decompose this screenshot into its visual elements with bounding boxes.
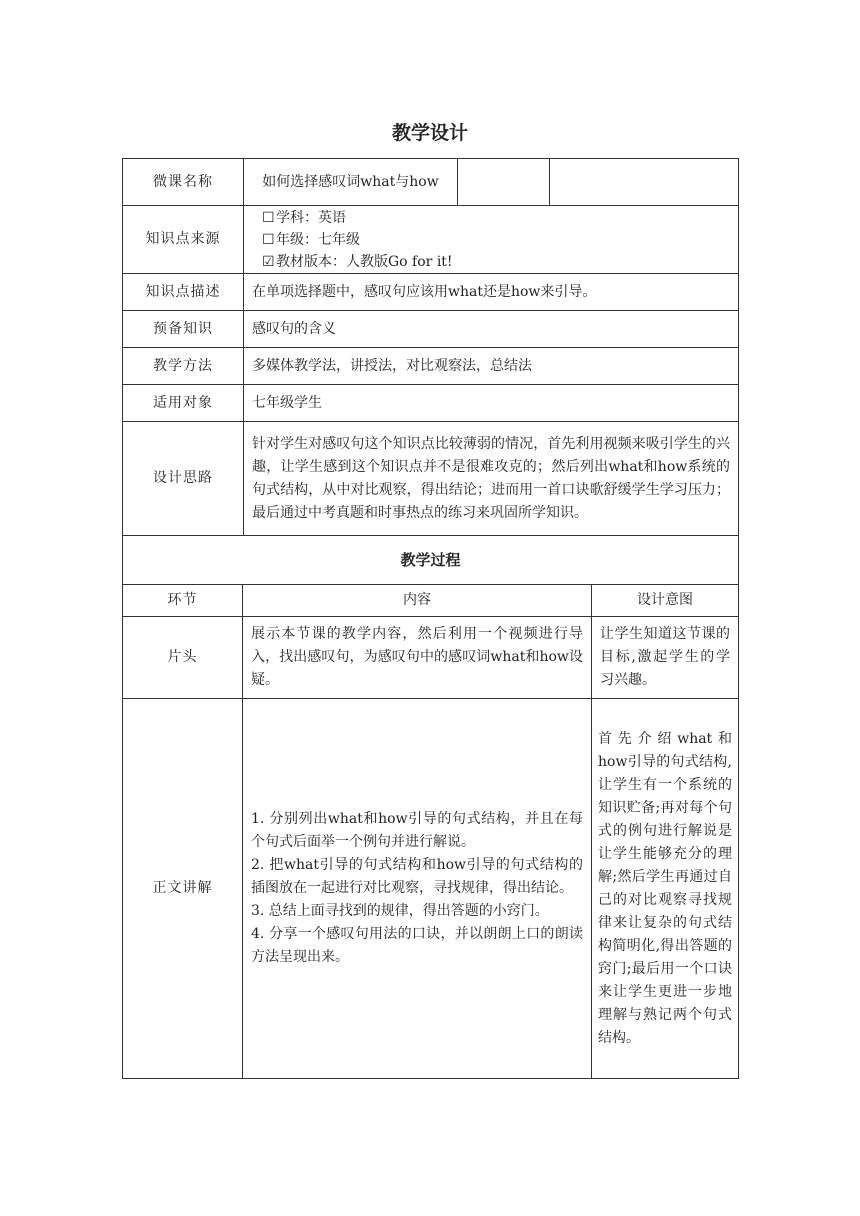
process-header-row [123, 585, 739, 617]
content-step: 1. 分别列出what和how引导的句式结构，并且在每个句式后面举一个例句并进行解说。 [251, 811, 583, 850]
design-table [122, 158, 739, 536]
source-list [244, 206, 739, 274]
audience-label: 适用对象 [123, 385, 244, 422]
intent-cell: 让学生知道这节课的目标,激起学生的学习兴趣。 [592, 617, 739, 699]
prereq-label: 预备知识 [123, 311, 244, 348]
method-row [123, 348, 739, 385]
prereq-row [123, 311, 739, 348]
header-intent: 设计意图 [592, 585, 739, 617]
stage-cell: 正文讲解 [123, 699, 243, 1079]
process-row-main [123, 699, 739, 1079]
process-title: 教学过程 [123, 536, 739, 585]
method-value: 多媒体教学法，讲授法，对比观察法，总结法 [244, 348, 739, 385]
idea-value: 针对学生对感叹句这个知识点比较薄弱的情况，首先利用视频来吸引学生的兴趣，让学生感到这个知识点并不是很难攻克的；然后列出what和how系统的句式结构，从中对比观察，得出结论；进而用一首口诀歌舒缓学生学习压力；最后通过中考真题和时事热点的练习来巩固所学知识。 [244, 422, 739, 536]
content-cell: 展示本节课的教学内容，然后利用一个视频进行导入，找出感叹句，为感叹句中的感叹词what和how设疑。 [243, 617, 592, 699]
audience-row [123, 385, 739, 422]
source-item-text: 教材版本：人教版Go for it! [276, 253, 453, 270]
source-item-grade [262, 229, 730, 251]
content-step: 2. 把what引导的句式结构和how引导的句式结构的插图放在一起进行对比观察，寻找规律，得出结论。 [251, 857, 583, 896]
source-item-text: 学科：英语 [276, 209, 346, 226]
process-row-opening [123, 617, 739, 699]
course-name-label: 微课名称 [123, 159, 244, 206]
source-item-text: 年级：七年级 [276, 231, 360, 248]
content-cell [243, 699, 592, 1079]
course-name-row [123, 159, 739, 206]
description-value: 在单项选择题中，感叹句应该用what还是how来引导。 [244, 274, 739, 311]
process-title-row [123, 536, 739, 585]
process-table [122, 535, 739, 1079]
empty-cell [458, 159, 550, 206]
checkbox-unchecked-icon: ☐ [262, 209, 275, 226]
source-item-textbook [262, 251, 730, 273]
content-step: 4. 分享一个感叹句用法的口诀，并以朗朗上口的朗读方法呈现出来。 [251, 926, 583, 965]
stage-cell: 片头 [123, 617, 243, 699]
header-stage: 环节 [123, 585, 243, 617]
source-label: 知识点来源 [123, 206, 244, 274]
checkbox-checked-icon: ☑ [262, 253, 275, 270]
method-label: 教学方法 [123, 348, 244, 385]
intent-cell: 首先介绍what和how引导的句式结构,让学生有一个系统的知识贮备;再对每个句式的例句进行解说是让学生能够充分的理解;然后学生再通过自己的对比观察寻找规律来让复杂的句式结构简明化,得出答题的窍门;最后用一个口诀来让学生更进一步地理解与熟记两个句式结构。 [592, 699, 739, 1079]
prereq-value: 感叹句的含义 [244, 311, 739, 348]
audience-value: 七年级学生 [244, 385, 739, 422]
description-label: 知识点描述 [123, 274, 244, 311]
description-row [123, 274, 739, 311]
course-name-value: 如何选择感叹词what与how [244, 159, 458, 206]
idea-label: 设计思路 [123, 422, 244, 536]
empty-cell [550, 159, 739, 206]
document-title: 教学设计 [391, 122, 468, 144]
header-content: 内容 [243, 585, 592, 617]
idea-row [123, 422, 739, 536]
checkbox-unchecked-icon: ☐ [262, 231, 275, 248]
content-step: 3. 总结上面寻找到的规律，得出答题的小窍门。 [251, 903, 549, 919]
source-item-subject [262, 207, 730, 229]
source-row [123, 206, 739, 274]
